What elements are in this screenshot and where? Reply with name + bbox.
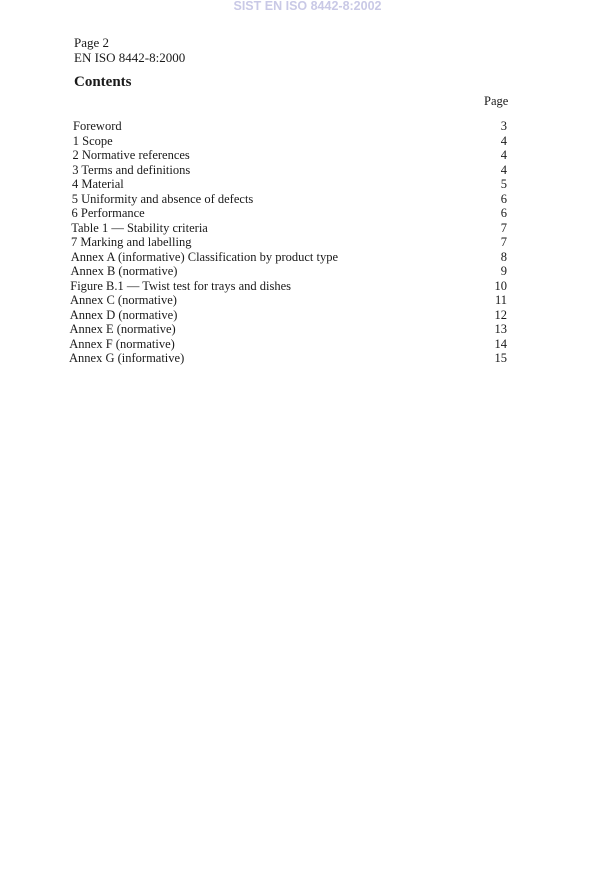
page-column-label: Page <box>484 94 509 108</box>
toc-entry-page: 13 <box>494 322 507 336</box>
toc-entry-label: 7 Marking and labelling <box>71 235 192 249</box>
toc-entry-page: 12 <box>494 307 507 322</box>
toc-entry <box>0 250 615 265</box>
toc-entry-label: Annex B (normative) <box>70 264 178 278</box>
toc-entry <box>0 322 615 337</box>
toc-entry <box>0 163 615 178</box>
toc-entry <box>0 264 615 279</box>
toc-entry-label: Annex D (normative) <box>69 307 178 322</box>
toc-entry-label: 3 Terms and definitions <box>72 162 191 177</box>
toc-entry-label: 6 Performance <box>71 206 145 220</box>
toc-entry-label: Foreword <box>73 119 122 133</box>
table-of-contents <box>0 119 615 366</box>
toc-entry <box>0 192 615 207</box>
toc-entry-page: 11 <box>494 293 507 307</box>
standard-id: EN ISO 8442-8:2000 <box>74 50 186 65</box>
toc-entry <box>0 279 615 294</box>
toc-entry-page: 4 <box>500 162 507 177</box>
toc-entry-page: 8 <box>500 249 507 264</box>
toc-entry-label: Annex E (normative) <box>69 322 176 336</box>
toc-entry-label: 2 Normative references <box>72 148 190 162</box>
toc-entry <box>0 119 615 134</box>
toc-entry <box>0 308 615 323</box>
toc-entry-page: 4 <box>500 148 507 162</box>
toc-entry-page: 6 <box>500 206 507 220</box>
toc-entry-label: 1 Scope <box>72 133 113 148</box>
toc-entry-page: 10 <box>494 278 507 293</box>
toc-entry-page: 7 <box>500 235 507 249</box>
toc-entry-page: 4 <box>500 133 507 148</box>
toc-entry-label: Table 1 — Stability criteria <box>71 220 208 235</box>
toc-entry-label: Annex F (normative) <box>69 336 175 351</box>
toc-entry <box>0 351 615 366</box>
toc-entry-page: 15 <box>494 351 507 365</box>
toc-entry <box>0 337 615 352</box>
toc-entry-label: 5 Uniformity and absence of defects <box>71 191 254 206</box>
toc-entry <box>0 235 615 250</box>
toc-entry <box>0 206 615 221</box>
toc-entry-label: Annex C (normative) <box>70 293 177 307</box>
toc-entry-label: 4 Material <box>72 177 124 191</box>
toc-entry <box>0 221 615 236</box>
toc-entry-page: 14 <box>494 336 507 351</box>
toc-entry-page: 5 <box>500 177 507 191</box>
toc-entry-page: 3 <box>500 119 507 133</box>
toc-entry-page: 7 <box>500 220 507 235</box>
toc-entry-page: 9 <box>500 264 507 278</box>
toc-entry-label: Annex G (informative) <box>69 351 185 365</box>
toc-entry <box>0 148 615 163</box>
toc-entry-label: Annex A (informative) Classification by product type <box>70 249 339 264</box>
watermark: SIST EN ISO 8442-8:2002 <box>233 0 382 13</box>
toc-entry <box>0 134 615 149</box>
toc-entry <box>0 177 615 192</box>
toc-entry <box>0 293 615 308</box>
toc-entry-label: Figure B.1 — Twist test for trays and dishes <box>70 278 292 293</box>
page-number: Page 2 <box>74 35 110 50</box>
page-title: Contents <box>74 74 132 90</box>
toc-entry-page: 6 <box>500 191 507 206</box>
